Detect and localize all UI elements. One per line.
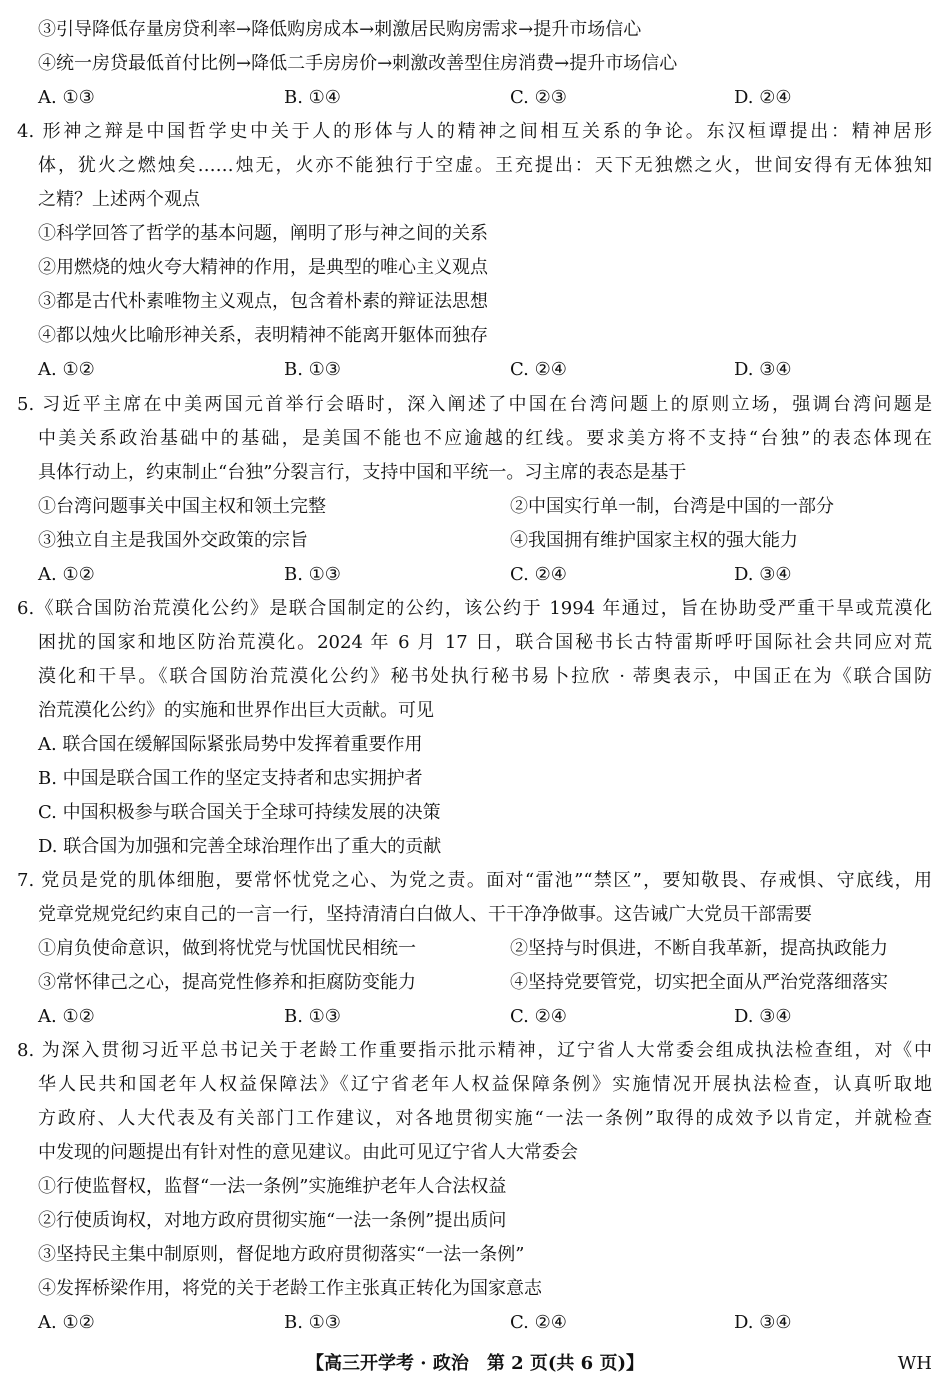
q4-item-2: ②用燃烧的烛火夸大精神的作用，是典型的唯心主义观点 [38,257,488,278]
q8-option-c: C. ②④ [510,1312,567,1333]
q5-option-d: D. ③④ [734,564,792,585]
q7-stem-line-1: 7. 党员是党的肌体细胞，要常怀忧党之心、为党之责。面对“雷池”“禁区”，要知敬畏、存戒惧、守底线，用 [17,870,932,891]
q3-option-a: A. ①③ [38,87,95,108]
q6-stem-line-1: 6.《联合国防治荒漠化公约》是联合国制定的公约，该公约于 1994 年通过，旨在协助受严重干旱或荒漠化 [17,598,932,619]
q8-stem-line-4: 中发现的问题提出有针对性的意见建议。由此可见辽宁省人大常委会 [38,1142,578,1163]
q8-stem-line-3: 方政府、人大代表及有关部门工作建议，对各地贯彻实施“一法一条例”取得的成效予以肯定，并就检查 [38,1108,932,1129]
q8-item-4: ④发挥桥梁作用，将党的关于老龄工作主张真正转化为国家意志 [38,1278,542,1299]
q3-option-c: C. ②③ [510,87,567,108]
q4-item-3: ③都是古代朴素唯物主义观点，包含着朴素的辩证法思想 [38,291,488,312]
q4-options [0,353,950,387]
q6-stem-line-2: 困扰的国家和地区防治荒漠化。2024 年 6 月 17 日，联合国秘书长古特雷斯呼吁国际社会共同应对荒 [38,632,932,653]
q7-item-1: ①肩负使命意识，做到将忧党与忧国忧民相统一 [38,938,416,959]
q8-item-2: ②行使质询权，对地方政府贯彻实施“一法一条例”提出质问 [38,1210,507,1231]
q8-options [0,1306,950,1340]
q5-items-row-1 [0,490,950,524]
q8-option-b: B. ①③ [284,1312,341,1333]
q4-option-c: C. ②④ [510,359,567,380]
q7-stem-line-2: 党章党规党纪约束自己的一言一行，坚持清清白白做人、干干净净做事。这告诫广大党员干部需要 [38,904,812,925]
q5-items-row-2 [0,524,950,558]
q6-stem-line-4: 治荒漠化公约》的实施和世界作出巨大贡献。可见 [38,700,434,721]
q4-stem-line-2: 体，犹火之燃烛矣……烛无，火亦不能独行于空虚。王充提出：天下无独燃之火，世间安得有无体独知 [38,155,932,176]
q4-option-a: A. ①② [38,359,95,380]
q5-item-1: ①台湾问题事关中国主权和领土完整 [38,496,326,517]
q5-option-b: B. ①③ [284,564,341,585]
q8-item-1: ①行使监督权，监督“一法一条例”实施维护老年人合法权益 [38,1176,507,1197]
q7-option-c: C. ②④ [510,1006,567,1027]
q4-option-d: D. ③④ [734,359,792,380]
q5-options [0,558,950,592]
q5-stem-line-3: 具体行动上，约束制止“台独”分裂言行，支持中国和平统一。习主席的表态是基于 [38,462,687,483]
q3-option-b: B. ①④ [284,87,341,108]
q7-item-3: ③常怀律己之心，提高党性修养和拒腐防变能力 [38,972,416,993]
q5-item-2: ②中国实行单一制，台湾是中国的一部分 [510,496,834,517]
q4-stem-line-1: 4. 形神之辩是中国哲学史中关于人的形体与人的精神之间相互关系的争论。东汉桓谭提出：精神居形 [17,121,932,142]
q4-option-b: B. ①③ [284,359,341,380]
q3-item-4: ④统一房贷最低首付比例→降低二手房房价→刺激改善型住房消费→提升市场信心 [38,53,678,74]
q5-option-a: A. ①② [38,564,95,585]
q5-option-c: C. ②④ [510,564,567,585]
q5-stem-line-2: 中美关系政治基础中的基础，是美国不能也不应逾越的红线。要求美方将不支持“台独”的表态体现在 [38,428,932,449]
q3-options [0,81,950,115]
q4-item-1: ①科学回答了哲学的基本问题，阐明了形与神之间的关系 [38,223,488,244]
q7-option-d: D. ③④ [734,1006,792,1027]
q6-option-c: C. 中国积极参与联合国关于全球可持续发展的决策 [38,802,441,823]
q7-items-row-1 [0,932,950,966]
q4-stem-line-3: 之精？上述两个观点 [38,189,200,210]
q8-stem-line-2: 华人民共和国老年人权益保障法》《辽宁省老年人权益保障条例》实施情况开展执法检查，认真听取地 [38,1074,932,1095]
q5-stem-line-1: 5. 习近平主席在中美两国元首举行会晤时，深入阐述了中国在台湾问题上的原则立场，强调台湾问题是 [17,394,932,415]
q6-stem-line-3: 漠化和干旱。《联合国防治荒漠化公约》秘书处执行秘书易卜拉欣 · 蒂奥表示，中国正在为《联合国防 [38,666,932,687]
q5-item-4: ④我国拥有维护国家主权的强大能力 [510,530,798,551]
q7-items-row-2 [0,966,950,1000]
q6-option-d: D. 联合国为加强和完善全球治理作出了重大的贡献 [38,836,442,857]
page-footer [0,1349,950,1379]
q7-item-2: ②坚持与时俱进，不断自我革新，提高执政能力 [510,938,888,959]
q3-item-3: ③引导降低存量房贷利率→降低购房成本→刺激居民购房需求→提升市场信心 [38,19,642,40]
q8-item-3: ③坚持民主集中制原则，督促地方政府贯彻落实“一法一条例” [38,1244,525,1265]
q7-options [0,1000,950,1034]
q3-option-d: D. ②④ [734,87,792,108]
q8-option-d: D. ③④ [734,1312,792,1333]
q6-option-a: A. 联合国在缓解国际紧张局势中发挥着重要作用 [38,734,423,755]
q5-item-3: ③独立自主是我国外交政策的宗旨 [38,530,308,551]
q7-option-a: A. ①② [38,1006,95,1027]
q4-item-4: ④都以烛火比喻形神关系，表明精神不能离开躯体而独存 [38,325,488,346]
q6-option-b: B. 中国是联合国工作的坚定支持者和忠实拥护者 [38,768,423,789]
footer-code: WH [897,1353,932,1374]
footer-title: 【高三开学考 · 政治 第 2 页(共 6 页)】 [306,1353,644,1374]
q7-item-4: ④坚持党要管党，切实把全面从严治党落细落实 [510,972,888,993]
q7-option-b: B. ①③ [284,1006,341,1027]
q8-stem-line-1: 8. 为深入贯彻习近平总书记关于老龄工作重要指示批示精神，辽宁省人大常委会组成执法检查组，对《中 [17,1040,932,1061]
q8-option-a: A. ①② [38,1312,95,1333]
